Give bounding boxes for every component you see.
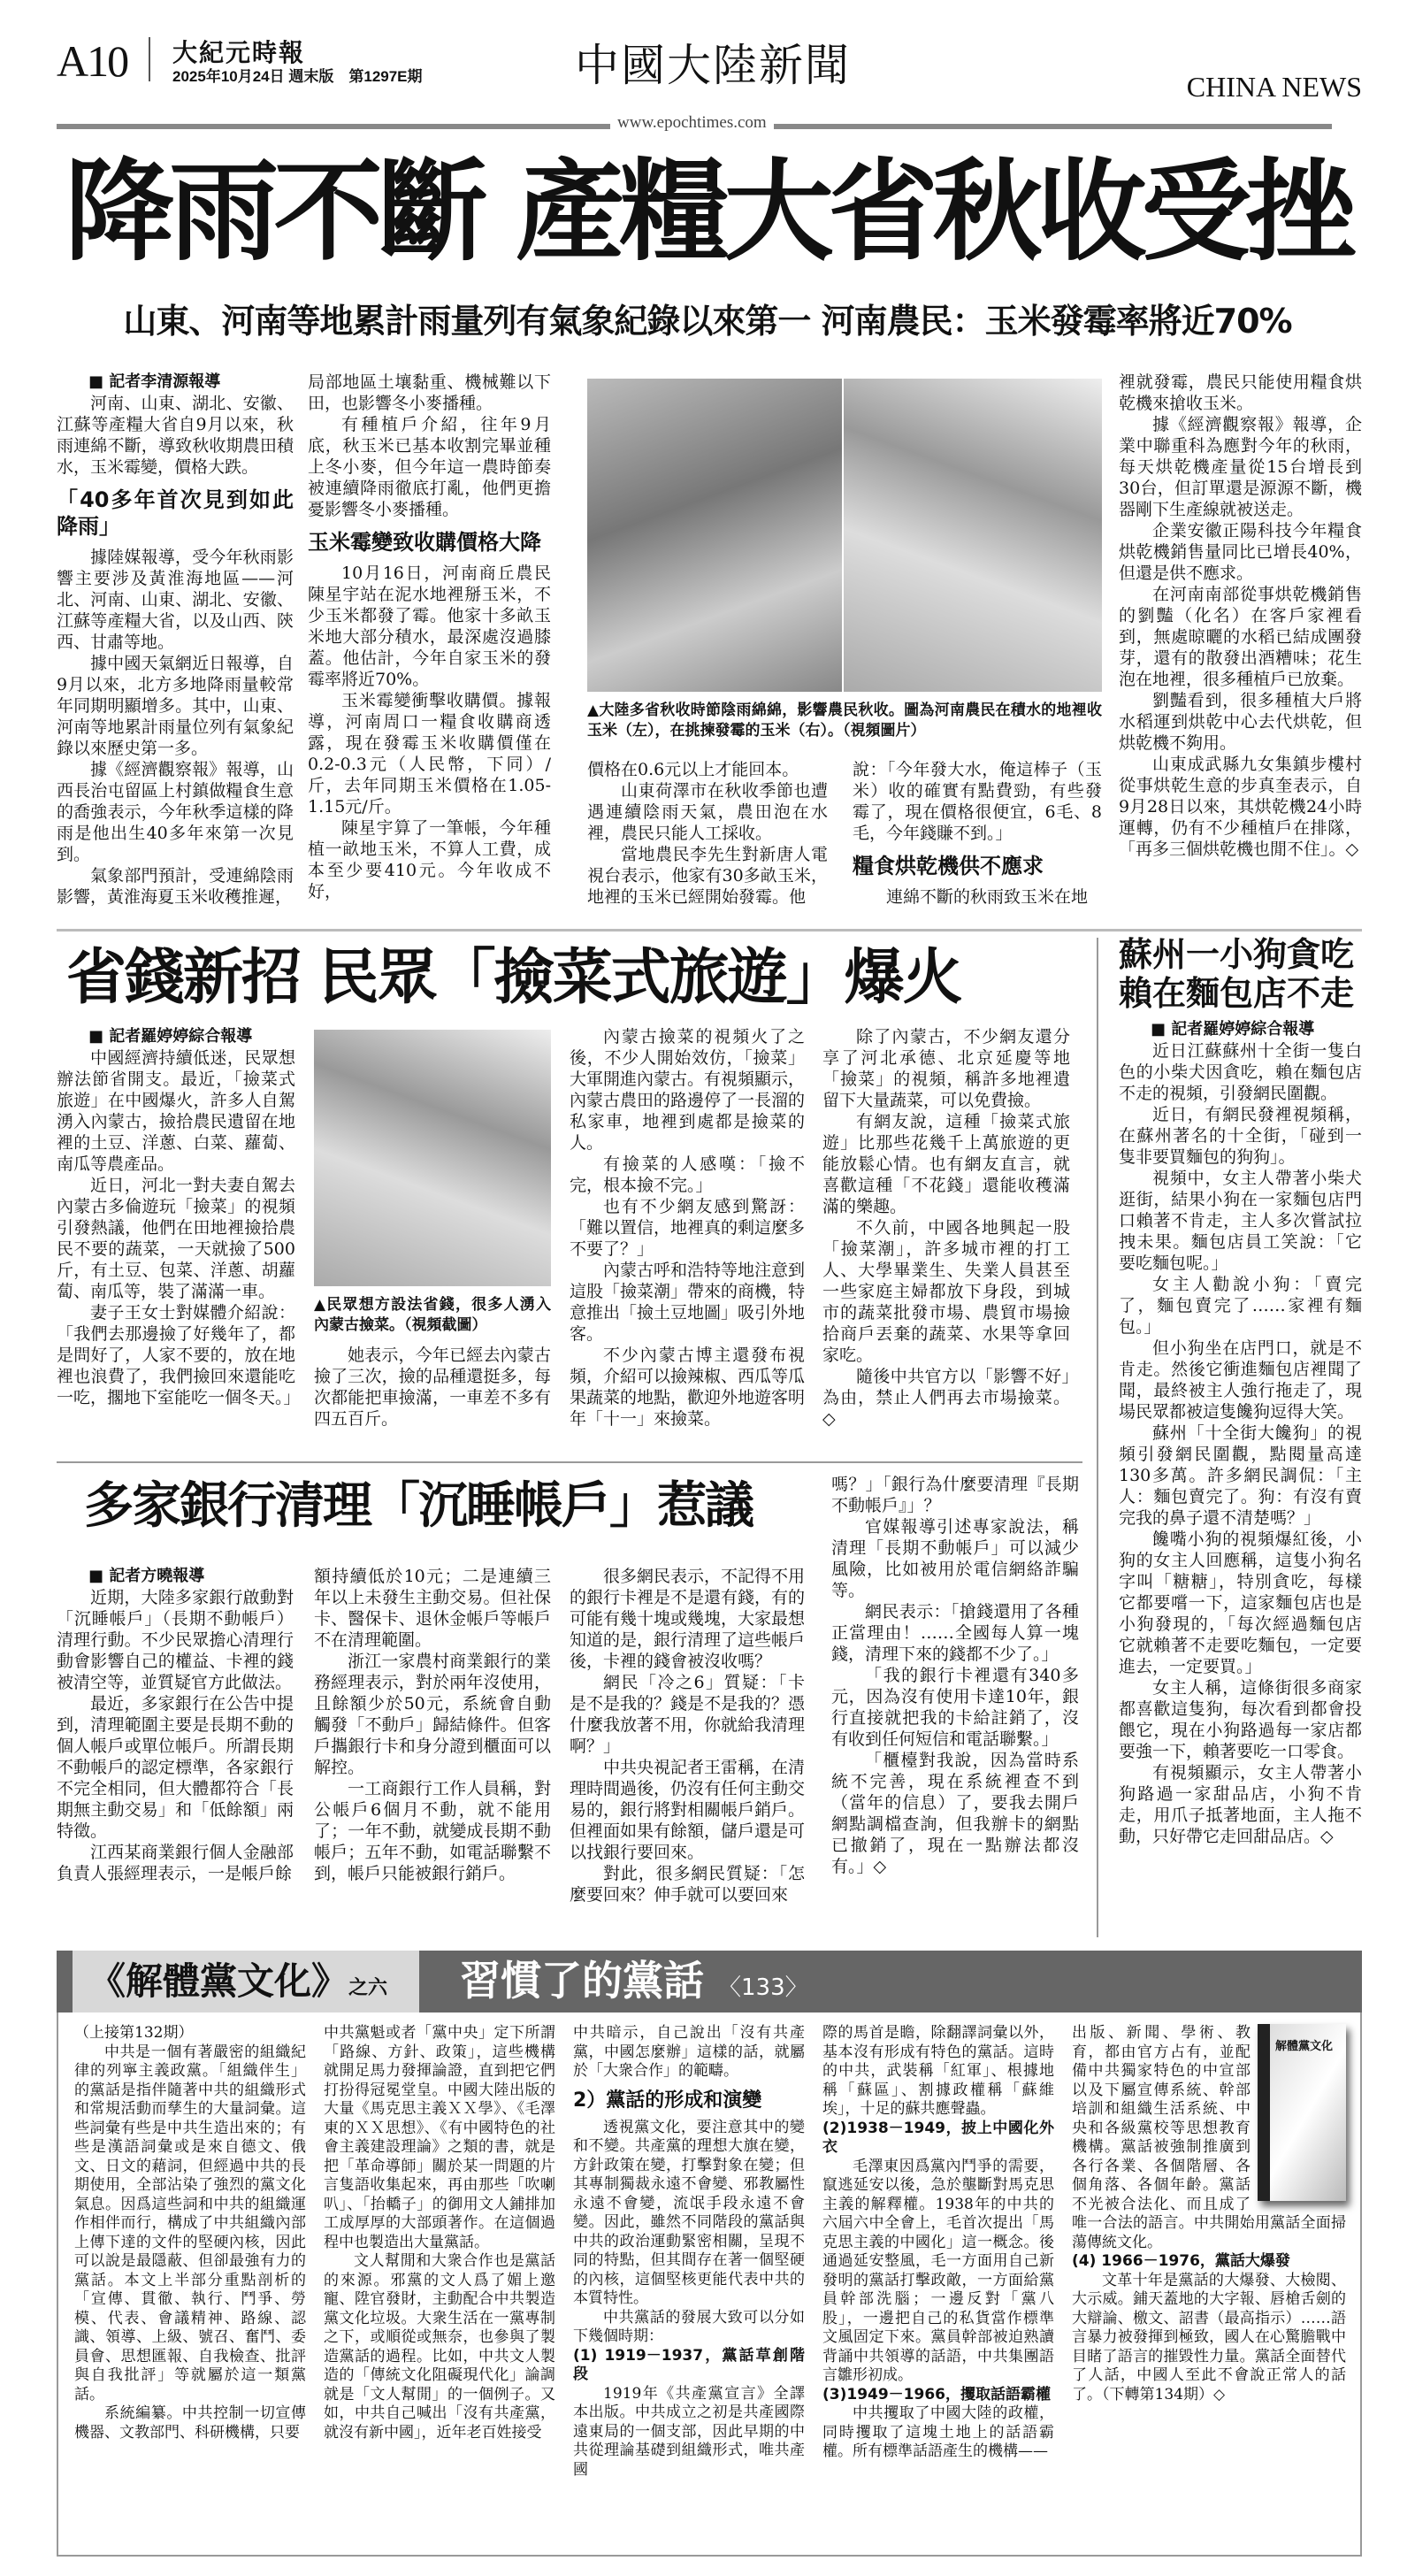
paragraph: 浙江一家農村商業銀行的業務經理表示，對於兩年沒使用，且餘額少於50元，系統會自動觸發「不動戶」歸結條件。但客戶攜銀行卡和身分證到櫃面可以解控。 — [314, 1652, 551, 1777]
photo-caption-area — [587, 701, 1102, 750]
paragraph: 文革十年是黨話的大爆發、大檢閱、大示威。鋪天蓋地的大字報、唇槍舌劍的大辯論、檄文、詔書（最高指示）……語言暴力被發揮到極致，國人在心驚膽戰中目睹了語言的摧毀性力量。黨話全面替代了人話，中國人至此不會說正常人的話了。（下轉第134期）◇ — [1072, 2271, 1346, 2404]
paragraph-continued: 額持續低於10元；二是連續三年以上未發生主動交易。但社保卡、醫保卡、退休金帳戶等帳戶不在清理範圍。 — [314, 1567, 551, 1650]
column-divider — [1097, 938, 1098, 1937]
paragraph: 饞嘴小狗的視頻爆紅後，小狗的女主人回應稱，這隻小狗名字叫「糖糖」，特別貪吃，每樣它都要嚐一下，這家麵包店也是小狗發現的，「每次經過麵包店它就賴著不走要吃麵包，一定要進去，一定要買。」 — [1119, 1530, 1362, 1676]
section-divider — [57, 1461, 1082, 1463]
article-column — [831, 1474, 1079, 1877]
paragraph: 當地農民李先生對新唐人電視台表示，他家有30多畝玉米，地裡的玉米已經開始發霉。他 — [587, 845, 828, 907]
period-heading: (4) 1966－1976，黨話大爆發 — [1072, 2252, 1290, 2270]
paragraph-continued: （上接第132期） — [74, 2024, 194, 2042]
paragraph: 不少內蒙古博主還發布視頻，介紹可以撿辣椒、西瓜等瓜果蔬菜的地點，歡迎外地遊客明年「十一」來撿菜。 — [570, 1346, 806, 1429]
period-heading: (1) 1919－1937，黨話草創階段 — [573, 2346, 805, 2383]
section-divider — [57, 929, 1362, 932]
paragraph: 網民「冷之6」質疑：「卡是不是我的？錢是不是我的？憑什麼我放著不用，你就給我清理啊？」 — [570, 1673, 806, 1756]
article-headline: 省錢新招 民眾「撿菜式旅遊」爆火 — [66, 943, 961, 1013]
paragraph: 近日，有網民發裡視頻稱，在蘇州著名的十全街，「碰到一隻非要買麵包的狗狗」。 — [1119, 1105, 1362, 1167]
paragraph: 據陸媒報導，受今年秋雨影響主要涉及黃淮海地區——河北、河南、山東、湖北、安徽、江蘇等產糧大省，以及山西、陝西、甘肅等地。 — [57, 548, 294, 652]
paragraph: 但小狗坐在店門口，就是不肯走。然後它衝進麵包店裡聞了聞，最終被主人強行拖走了，現場民眾都被這隻饞狗逗得大笑。 — [1119, 1338, 1362, 1422]
paragraph: 不久前，中國各地興起一股「撿菜潮」，許多城市裡的打工人、大學畢業生、失業人員甚至一些家庭主婦都放下身段，到城市的蔬菜批發市場、農貿市場撿拾商戶丟棄的蔬菜、水果等拿回家吃。 — [822, 1218, 1070, 1365]
website-link[interactable]: www.epochtimes.com — [610, 113, 774, 133]
paragraph: 女主人稱，這條街很多商家都喜歡這隻狗，每次看到都會投餵它，現在小狗路過每一家店都要強一下，賴著要吃一口零食。 — [1119, 1678, 1362, 1761]
paragraph: 山東荷澤市在秋收季節也遭遇連續陰雨天氣，農田泡在水裡，農民只能人工採收。 — [587, 781, 828, 843]
article-column — [1119, 372, 1362, 860]
paragraph: 有網友說，這種「撿菜式旅遊」比那些花幾千上萬旅遊的更能放鬆心情。也有網友直言，就喜歡這種「不花錢」還能收穫滿滿的樂趣。 — [822, 1112, 1070, 1216]
page-number: A10 — [57, 36, 128, 86]
paragraph: 10月16日，河南商丘農民陳星宇站在泥水地裡掰玉米，不少玉米都發了霉。他家十多畝玉米地大部分積水，最深處沒過膝蓋。他估計，今年自家玉米的發霉率將近70%。 — [308, 564, 551, 689]
paragraph: 中國經濟持續低迷，民眾想辦法節省開支。最近，「撿菜式旅遊」在中國爆火，許多人自駕湧入內蒙古，撿拾農民遺留在地裡的土豆、洋蔥、白菜、蘿蔔、南瓜等農產品。 — [57, 1048, 295, 1174]
paragraph: 有視頻顯示，女主人帶著小狗路過一家甜品店，小狗不肯走，用爪子抵著地面，主人拖不動，只好帶它走回甜品店。◇ — [1119, 1763, 1362, 1846]
paragraph: 隨後中共官方以「影響不好」為由，禁止人們再去市場撿菜。◇ — [822, 1367, 1070, 1429]
book-cover-image — [1258, 2024, 1346, 2201]
paragraph: 河南、山東、湖北、安徽、江蘇等產糧大省自9月以來，秋雨連綿不斷，導致秋收期農田積水，玉米霉變，價格大跌。 — [57, 394, 294, 477]
subheading: 2）黨話的形成和演變 — [573, 2089, 762, 2112]
paragraph: 官媒報導引述專家說法，稱清理「長期不動帳戶」可以減少風險，比如被用於電信網絡詐騙等。 — [831, 1517, 1079, 1600]
paragraph: 在河南南部從事烘乾機銷售的劉豔（化名）在客戶家裡看到，無處晾曬的水稻已結成團發芽，還有的散發出酒糟味；花生泡在地裡，很多種植戶已放棄。 — [1119, 585, 1362, 689]
paragraph: 1919年《共產黨宣言》全譯本出版。中共成立之初是共產國際遠東局的一個支部，因此早期的中共從理論基礎到組織形式，唯共產國 — [573, 2384, 805, 2479]
paragraph: 陳星宇算了一筆帳，今年種植一畝地玉米，不算人工費，成本至少要410元。今年收成不好， — [308, 818, 551, 901]
series-episode-title — [460, 1955, 1344, 2013]
section-title: 中國大陸新聞 — [575, 40, 851, 91]
subheading: 「40多年首次見到如此降雨」 — [57, 487, 294, 539]
series-column — [1072, 2024, 1346, 2404]
episode-title: 習慣了的黨話 — [460, 1957, 704, 2005]
article-column — [570, 1026, 805, 1430]
paragraph: 她表示，今年已經去內蒙古撿了三次，撿的品種還挺多，每次都能把車撿滿，一車差不多有四五百斤。 — [314, 1346, 551, 1429]
paragraph: 很多網民表示，不記得不用的銀行卡裡是不是還有錢，有的可能有幾十塊或幾塊，大家最想知道的是，銀行清理了這些帳戶後，卡裡的錢會被沒收嗎？ — [570, 1567, 806, 1671]
paragraph: 內蒙古呼和浩特等地注意到這股「撿菜潮」帶來的商機，特意推出「撿土豆地圖」吸引外地客。 — [570, 1261, 806, 1344]
paragraph: 「我的銀行卡裡還有340多元，因為沒有使用卡達10年，銀行直接就把我的卡給註銷了，沒有收到任何短信和電話聯繫。」 — [831, 1666, 1079, 1749]
article-column — [853, 759, 1102, 908]
photo-caption: ▲大陸多省秋收時節陰雨綿綿，影響農民秋收。圖為河南農民在積水的地裡收玉米（左），在挑揀發霉的玉米（右）。（視頻圖片） — [587, 702, 1102, 740]
series-title — [88, 1957, 416, 2013]
paragraph: 據《經濟觀察報》報導，企業中聯重科為應對今年的秋雨，每天烘乾機產量從15台增長到30台，但訂單還是源源不斷，機器剛下生產線就被送走。 — [1119, 415, 1362, 519]
article-column — [822, 1026, 1070, 1430]
paragraph-continued: 中共暗示，自己說出「沒有共產黨，中國怎麼辦」這樣的話，就屬於「大衆合作」的範疇。 — [573, 2024, 805, 2080]
paragraph: 有種植戶介紹，往年9月底，秋玉米已基本收割完畢並種上冬小麥，但今年這一農時節奏被連續降雨徹底打亂，他們更擔憂影響冬小麥播種。 — [308, 415, 551, 519]
article-headline: 多家銀行清理「沉睡帳戶」惹議 — [84, 1477, 753, 1535]
paragraph: 蘇州「十全街大饞狗」的視頻引發網民圍觀，點閱量高達130多萬。許多網民調侃：「主人：麵包賣完了。狗：有沒有賣完我的鼻子還不清楚嗎？」 — [1119, 1423, 1362, 1528]
photo-caption: ▲民眾想方設法省錢，很多人湧入內蒙古撿菜。（視頻截圖） — [314, 1296, 551, 1334]
paragraph: 江西某商業銀行個人金融部負責人張經理表示，一是帳戶餘 — [57, 1843, 294, 1883]
series-column — [74, 2024, 306, 2442]
paragraph: 玉米霉變衝擊收購價。據報導，河南周口一糧食收購商透露，現在發霉玉米收購價僅在0.2-0.3元（人民幣，下同）/斤，去年同期玉米價格在1.05-1.15元/斤。 — [308, 691, 551, 816]
paragraph: 氣象部門預計，受連綿陰雨影響，黃淮海夏玉米收穫推遲， — [57, 866, 294, 907]
paragraph: 「櫃檯對我說，因為當時系統不完善，現在系統裡查不到（當年的信息）了，要我去開戶網點調檔查詢，但我辦卡的網點已撤銷了，現在一點辦法都沒有。」◇ — [831, 1751, 1079, 1876]
paragraph: 劉豔看到，很多種植大戶將水稻運到烘乾中心去代烘乾，但烘乾機不夠用。 — [1119, 691, 1362, 753]
episode-number: 〈133〉 — [718, 1974, 808, 2001]
paragraph: 中共是一個有著嚴密的組織紀律的列寧主義政黨。「組織伴生」的黨話是指伴隨著中共的組織形式和常規活動而孳生的大量詞彙。這些詞彙有些是中共生造出來的；有些是漢語詞彙或是來自德文、俄文、日文的藉詞，但經過中共的長期使用，全部沾染了強烈的黨文化氣息。因爲這些詞和中共的組織運作相伴而行，構成了中共組織內部上傳下達的文件的堅硬內核，因此可以說是最隱蔽、但卻最強有力的黨話。本文上半部分重點剖析的「宣傳、貫徹、執行、鬥爭、勞模、代表、會議精神、路線、認識、領導、上級、號召、奮鬥、委員會、思想匯報、自我檢查、批評與自我批評」等就屬於這一類黨話。 — [74, 2043, 306, 2404]
paragraph: 最近，多家銀行在公告中提到，清理範圍主要是長期不動的個人帳戶或單位帳戶。所謂長期不動帳戶的認定標準，各家銀行不完全相同，但大體都符合「長期無主動交易」和「低餘額」兩特徵。 — [57, 1694, 294, 1841]
main-headline: 降雨不斷 產糧大省秋收受挫 — [65, 148, 1350, 276]
paragraph-continued: 說：「今年發大水，俺這棒子（玉米）收的確實有點費勁，有些發霉了，現在價格很便宜，6毛、8毛，今年錢賺不到。」 — [853, 760, 1102, 843]
paragraph-continued: 際的馬首是瞻，除翻譯詞彙以外，基本沒有形成有特色的黨話。這時的中共，武裝稱「紅軍」、根據地稱「蘇區」、割據政權稱「蘇維埃」，十足的蘇共應聲蟲。 — [822, 2024, 1054, 2118]
paragraph: 內蒙古撿菜的視頻火了之後，不少人開始效仿，「撿菜」大軍開進內蒙古。有視頻顯示，內蒙古農田的路邊停了一長溜的私家車，地裡到處都是撿菜的人。 — [570, 1027, 806, 1153]
byline: ■ 記者羅婷婷綜合報導 — [88, 1027, 253, 1046]
article-column — [57, 1566, 294, 1884]
series-column — [573, 2024, 805, 2480]
paragraph: 透視黨文化，要注意其中的變和不變。共產黨的理想大旗在變，方針政策在變，打擊對象在變；但其專制獨裁永遠不會變、邪教屬性永遠不會變，流氓手段永遠不會變。因此，雖然不同階段的黨話與中共的政治運動緊密相關，呈現不同的特點，但其間存在著一個堅硬的內核，這個堅核更能代表中共的本質特性。 — [573, 2118, 805, 2307]
paragraph: 連綿不斷的秋雨致玉米在地 — [886, 887, 1089, 907]
sidebar-headline-line1: 蘇州一小狗貪吃 — [1119, 935, 1355, 974]
paragraph: 對此，很多網民質疑：「怎麼要回來？伸手就可以要回來 — [570, 1864, 805, 1905]
subheading: 糧食烘乾機供不應求 — [853, 854, 1044, 878]
paragraph: 網民表示：「搶錢還用了各種正當理由！……全國每人算一塊錢，清理下來的錢都不少了。」 — [831, 1602, 1079, 1664]
paragraph: 中共央視記者王雷稱，在清理時間過後，仍沒有任何主動交易的，銀行將對相關帳戶銷戶。但裡面如果有餘額，儲戶還是可以找銀行要回來。 — [570, 1758, 806, 1862]
paragraph: 女主人勸說小狗：「賣完了，麵包賣完了……家裡有麵包。」 — [1119, 1275, 1362, 1337]
paragraph: 毛澤東因爲黨內鬥爭的需要，竄逃延安以後，急於壟斷對馬克思主義的解釋權。1938年的中共的六屆六中全會上，毛首次提出「馬克思主義的中國化」這一概念。後通過延安整風，毛一方面用自己新發明的黨話打擊政敵，一方面給黨員幹部洗腦；一邊反對「黨八股」，一邊把自己的私貨當作標準文風固定下來。黨員幹部被迫熟讀背誦中共領導的話語，中共集團語言雛形初成。 — [822, 2157, 1054, 2384]
paragraph: 據中國天氣網近日報導，自9月以來，北方多地降雨量較常年同期明顯增多。其中，山東、河南等地累計雨量位列有氣象紀錄以來歷史第一多。 — [57, 654, 294, 758]
period-heading: (2)1938－1949，披上中國化外衣 — [822, 2119, 1054, 2156]
newspaper-name: 大紀元時報 — [172, 38, 306, 67]
paragraph: 視頻中，女主人帶著小柴犬逛街，結果小狗在一家麵包店門口賴著不肯走，主人多次嘗試拉拽未果。麵包店員工笑說：「它要吃麵包呢。」 — [1119, 1169, 1362, 1273]
paragraph: 系統編纂。中共控制一切宣傳機器、文教部門、科研機構，只要 — [74, 2404, 306, 2442]
paragraph-continued: 裡就發霉，農民只能使用糧食烘乾機來搶收玉米。 — [1119, 372, 1362, 413]
paragraph-continued: 局部地區土壤黏重、機械難以下田，也影響冬小麥播種。 — [308, 372, 551, 413]
photo-moldy-corn — [844, 379, 1102, 692]
paragraph-continued: 價格在0.6元以上才能回本。 — [587, 760, 799, 779]
paragraph: 也有不少網友感到驚訝：「難以置信，地裡真的剩這麼多不要了？」 — [570, 1197, 806, 1259]
book-cover-title: 解體黨文化 — [1275, 2040, 1334, 2053]
paragraph: 據《經濟觀察報》報導，山西長治屯留區上村鎮做糧食生意的喬強表示，今年秋季這樣的降雨是他出生40多年來第一次見到。 — [57, 760, 294, 864]
byline: ■ 記者方曉報導 — [88, 1567, 205, 1585]
issue-info: 2025年10月24日 週末版 第1297E期 — [172, 68, 423, 85]
paragraph: 除了內蒙古，不少網友還分享了河北承德、北京延慶等地「撿菜」的視頻，稱許多地裡遺留下大量蔬菜，可以免費撿。 — [822, 1027, 1070, 1110]
sidebar-column — [1119, 1019, 1362, 1847]
series-part: 之六 — [348, 1977, 388, 1999]
paragraph: 近日，河北一對夫妻自駕去內蒙古多倫遊玩「撿菜」的視頻引發熱議，他們在田地裡撿拾農民不要的蔬菜，一天就撿了500斤，有土豆、包菜、洋蔥、胡蘿蔔、南瓜等，裝了滿滿一車。 — [57, 1176, 295, 1301]
paragraph: 近期，大陸多家銀行啟動對「沉睡帳戶」（長期不動帳戶）清理行動。不少民眾擔心清理行動會影響自己的權益、卡裡的錢被清空等，並質疑官方此做法。 — [57, 1588, 294, 1692]
section-title-en: CHINA NEWS — [1186, 71, 1362, 103]
paragraph-continued: 出版、新聞、學術、教育，都由官方占有，並配備中共獨家特色的中宣部以及下屬宣傳系統、幹部培訓和組織生活系統、中央和各級黨校等思想教育機構。黨話被強制推廣到各行各業、各個階層、各個角落、各個年齡。黨話不光被合法化、而且成了唯一合法的語言。中共開始用黨話全面掃蕩傳統文化。 — [1072, 2024, 1346, 2251]
article-column — [314, 1295, 551, 1430]
series-column — [324, 2024, 555, 2442]
photo-picking-vegetables — [314, 1030, 551, 1286]
series-column — [822, 2024, 1054, 2462]
paragraph: 山東成武縣九女集鎮步樓村從事烘乾生意的步真奎表示，自9月28日以來，其烘乾機24小時運轉，仍有不少種植戶在排隊，「再多三個烘乾機也閒不住」。◇ — [1119, 755, 1362, 859]
subheading: 玉米霉變致收購價格大降 — [308, 530, 541, 555]
divider — [149, 37, 150, 81]
byline: ■ 記者李清源報導 — [88, 372, 221, 391]
paragraph: 企業安徽正陽科技今年糧食烘乾機銷售量同比已增長40%，但還是供不應求。 — [1119, 521, 1362, 583]
paragraph-continued: 中共黨魁或者「黨中央」定下所謂「路線、方針、政策」，這些機構就開足馬力發揮論證，直到把它們打扮得冠冕堂皇。中國大陸出版的大量《馬克思主義ＸＸ學》、《毛澤東的ＸＸ思想》、《有中國特色的社會主義建設理論》之類的書，就是把「革命導師」關於某一問題的片言隻語收集起來，再由那些「吹喇叭」、「抬轎子」的御用文人鋪排加工成厚厚的大部頭著作。在這個過程中也製造出大量黨話。 — [324, 2024, 555, 2251]
article-column — [308, 372, 551, 902]
paragraph: 一工商銀行工作人員稱，對公帳戶6個月不動，就不能用了；一年不動，就變成長期不動帳戶；五年不動，如電話聯繫不到，帳戶只能被銀行銷戶。 — [314, 1779, 551, 1883]
sidebar-headline-line2: 賴在麵包店不走 — [1119, 974, 1355, 1013]
paragraph: 近日江蘇蘇州十全街一隻白色的小柴犬因貪吃，賴在麵包店不走的視頻，引發網民圍觀。 — [1119, 1041, 1362, 1103]
article-column — [587, 759, 828, 908]
article-column — [57, 372, 294, 908]
paragraph: 文人幫閒和大衆合作也是黨話的來源。邪黨的文人爲了媚上邀寵、陞官發財，主動配合中共製造黨文化垃圾。大衆生活在一黨專制之下，或順從或無奈，也參與了製造黨話的過程。比如，中共文人製造的「傳統文化阻礙現代化」論調就是「文人幫閒」的一個例子。又如，中共自己喊出「沒有共產黨，就沒有新中國」，近年老百姓接受 — [324, 2252, 555, 2442]
article-column — [570, 1566, 805, 1905]
article-column — [57, 1026, 301, 1408]
paragraph-continued: 嗎？」「銀行為什麼要清理『長期不動帳戶』」？ — [831, 1475, 1079, 1515]
period-heading: (3)1949－1966，攫取話語霸權 — [822, 2385, 1051, 2404]
paragraph: 妻子王女士對媒體介紹說：「我們去那邊撿了好幾年了，都是問好了，人家不要的，放在地裡也浪費了，我們撿回來還能吃一吃，擱地下室能吃一個冬天。」 — [57, 1303, 301, 1407]
paragraph: 中共攫取了中國大陸的政權，同時攫取了這塊土地上的話語霸權。所有標準話語產生的機構—— — [822, 2404, 1054, 2460]
photo-corn-field — [587, 379, 842, 692]
paragraph: 有撿菜的人感嘆：「撿不完，根本撿不完。」 — [570, 1154, 805, 1195]
article-column — [314, 1566, 551, 1884]
paragraph: 中共黨話的發展大致可以分如下幾個時期： — [573, 2308, 805, 2345]
byline: ■ 記者羅婷婷綜合報導 — [1151, 1020, 1315, 1039]
series-name: 《解體黨文化》 — [88, 1959, 349, 2003]
main-subheadline: 山東、河南等地累計雨量列有氣象紀錄以來第一 河南農民：玉米發霉率將近70% — [123, 302, 1292, 341]
